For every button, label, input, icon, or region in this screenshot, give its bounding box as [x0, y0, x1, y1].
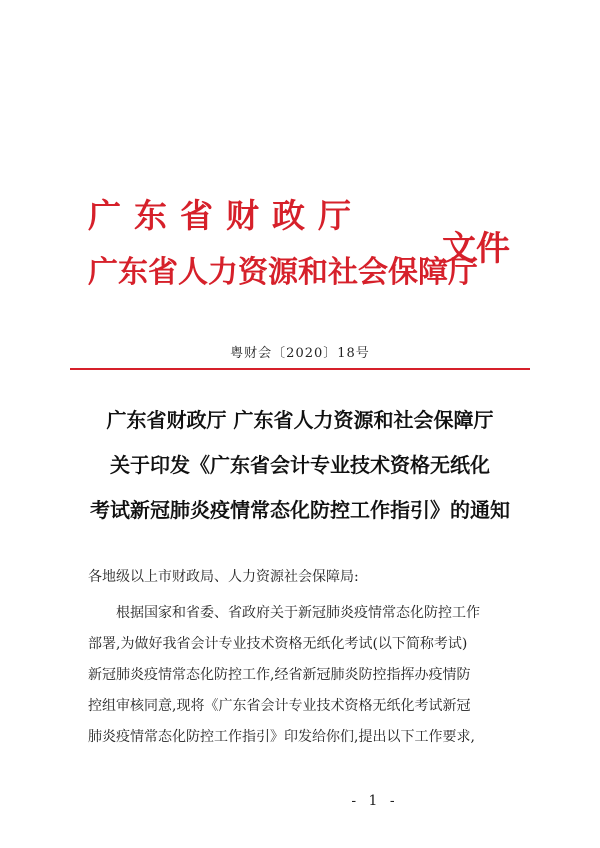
body-line: 控组审核同意,现将《广东省会计专业技术资格无纸化考试新冠 — [88, 698, 471, 714]
body-paragraph — [88, 598, 540, 753]
body-line: 根据国家和省委、省政府关于新冠肺炎疫情常态化防控工作 — [116, 605, 480, 621]
red-divider — [70, 368, 530, 370]
document-suffix: 文件 — [442, 229, 510, 269]
title-line-3: 考试新冠肺炎疫情常态化防控工作指引》的通知 — [90, 498, 510, 522]
body-line: 新冠肺炎疫情常态化防控工作,经省新冠肺炎防控指挥办疫情防 — [88, 667, 471, 683]
issuer-line-hr: 广东省人力资源和社会保障厅 — [88, 255, 478, 290]
title-line-1: 广东省财政厅 广东省人力资源和社会保障厅 — [106, 408, 494, 432]
document-number: 粤财会〔2020〕18号 — [230, 346, 370, 361]
title-line-2: 关于印发《广东省会计专业技术资格无纸化 — [110, 453, 490, 477]
body-line: 部署,为做好我省会计专业技术资格无纸化考试(以下简称考试) — [88, 636, 468, 652]
issuer-line-finance: 广东省财政厅 — [88, 196, 364, 235]
body-line: 肺炎疫情常态化防控工作指引》印发给你们,提出以下工作要求, — [88, 729, 475, 745]
salutation: 各地级以上市财政局、人力资源社会保障局: — [88, 569, 359, 585]
page-number: - 1 - — [351, 793, 399, 809]
